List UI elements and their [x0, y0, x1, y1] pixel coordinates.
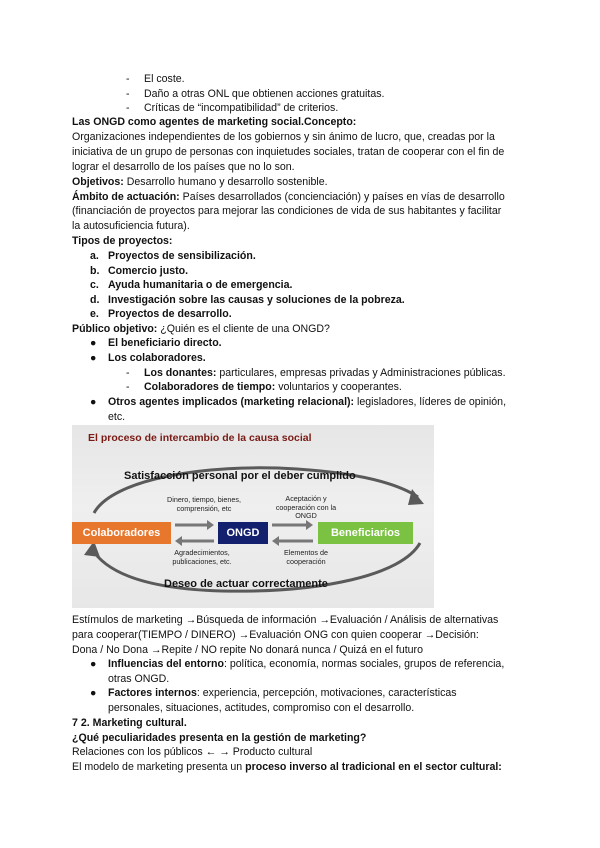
section-heading: 7 2. Marketing cultural.	[72, 717, 187, 729]
list-item: Proyectos de sensibilización.	[108, 250, 256, 262]
bullet-icon: ●	[90, 337, 97, 349]
list-item: El coste.	[144, 73, 185, 85]
exchange-process-figure	[72, 425, 434, 608]
bullet-icon: ●	[90, 352, 97, 364]
list-dash: -	[126, 102, 130, 114]
influencias-text: : política, economía, normas sociales, grupos de referencia,	[223, 658, 505, 670]
label-top-right: Aceptación y cooperación con la ONGD	[275, 494, 337, 521]
paragraph-line: lograr el desarrollo de los países que no lo son.	[72, 161, 295, 173]
question-heading: ¿Qué peculiaridades presenta en la gestión de marketing?	[72, 732, 367, 744]
bullet-icon: ●	[90, 396, 97, 408]
publico-text: ¿Quién es el cliente de una ONGD?	[157, 323, 330, 335]
ambito-line	[72, 190, 505, 205]
tipos-heading: Tipos de proyectos:	[72, 235, 173, 247]
list-item: Críticas de “incompatibilidad” de criterios.	[144, 102, 339, 114]
list-marker: d.	[90, 294, 100, 306]
list-dash: -	[126, 381, 130, 393]
list-item: El beneficiario directo.	[108, 337, 222, 349]
list-marker: c.	[90, 279, 99, 291]
paragraph-line: Relaciones con los públicos ← → Producto cultural	[72, 746, 313, 758]
list-item: Investigación sobre las causas y soluciones de la pobreza.	[108, 294, 405, 306]
list-item: Comercio justo.	[108, 265, 189, 277]
list-item: Proyectos de desarrollo.	[108, 308, 232, 320]
otros-line	[108, 395, 506, 410]
tiempo-label: Colaboradores de tiempo:	[144, 381, 276, 393]
factores-line	[108, 686, 457, 701]
paragraph-line: Dona / No Dona →Repite / NO repite No donará nunca / Quizá en el futuro	[72, 644, 423, 656]
modelo-line	[72, 760, 502, 775]
objetivos-text: Desarrollo humano y desarrollo sostenible.	[123, 176, 328, 188]
label-top-left: Dinero, tiempo, bienes, comprensión, etc	[167, 495, 241, 513]
colaboradores-box: Colaboradores	[72, 522, 171, 544]
list-item: Los colaboradores.	[108, 352, 206, 364]
section-heading: Las ONGD como agentes de marketing social.Concepto:	[72, 116, 357, 128]
list-marker: b.	[90, 265, 100, 277]
publico-label: Público objetivo:	[72, 323, 158, 335]
donantes-label: Los donantes:	[144, 367, 217, 379]
modelo-text: El modelo de marketing presenta un	[72, 761, 246, 773]
list-marker: e.	[90, 308, 99, 320]
donantes-line	[144, 366, 506, 381]
influencias-label: Influencias del entorno	[108, 658, 224, 670]
paragraph-line: para cooperar(TIEMPO / DINERO) →Evaluación ONG con quien cooperar →Decisión:	[72, 629, 479, 641]
otros-label: Otros agentes implicados (marketing relacional):	[108, 396, 355, 408]
publico-line	[72, 322, 330, 337]
list-marker: a.	[90, 250, 99, 262]
paragraph-line: (financiación de proyectos para mejorar las condiciones de vida de sus habitantes y facilitar	[72, 205, 502, 217]
objetivos-line	[72, 175, 328, 190]
bottom-arc-label: Deseo de actuar correctamente	[164, 578, 328, 590]
list-item: Ayuda humanitaria o de emergencia.	[108, 279, 293, 291]
factores-text: : experiencia, percepción, motivaciones, características	[196, 687, 457, 699]
beneficiarios-box: Beneficiarios	[318, 522, 413, 544]
label-bottom-right: Elementos de cooperación	[284, 548, 328, 566]
ambito-text: Países desarrollados (concienciación) y países en vías de desarrollo	[179, 191, 505, 203]
influencias-line	[108, 657, 504, 672]
label-bottom-left: Agradecimientos, publicaciones, etc.	[172, 548, 232, 566]
paragraph-line: otras ONGD.	[108, 673, 170, 685]
paragraph-line: personales, situaciones, actitudes, compromiso con el desarrollo.	[108, 702, 415, 714]
ambito-label: Ámbito de actuación:	[72, 191, 180, 203]
factores-label: Factores internos	[108, 687, 197, 699]
paragraph-line: Estímulos de marketing →Búsqueda de información →Evaluación / Análisis de alternativas	[72, 614, 499, 626]
tiempo-line	[144, 380, 402, 395]
donantes-text: particulares, empresas privadas y Administraciones públicas.	[216, 367, 506, 379]
figure-title: El proceso de intercambio de la causa social	[88, 432, 312, 444]
bullet-icon: ●	[90, 658, 97, 670]
bullet-icon: ●	[90, 687, 97, 699]
ongd-box: ONGD	[218, 522, 268, 544]
otros-text: legisladores, líderes de opinión,	[354, 396, 507, 408]
top-arc-label: Satisfacción personal por el deber cumplido	[124, 470, 356, 482]
paragraph-line: la autosuficiencia futura).	[72, 220, 190, 232]
list-dash: -	[126, 73, 130, 85]
paragraph-line: etc.	[108, 411, 126, 423]
paragraph-line: Organizaciones independientes de los gobiernos y sin ánimo de lucro, que, creadas por la	[72, 131, 495, 143]
modelo-bold: proceso inverso al tradicional en el sector cultural:	[245, 761, 502, 773]
list-dash: -	[126, 367, 130, 379]
objetivos-label: Objetivos:	[72, 176, 124, 188]
list-dash: -	[126, 88, 130, 100]
paragraph-line: iniciativa de un grupo de personas con inquietudes sociales, tratan de cooperar con el fin de	[72, 146, 505, 158]
tiempo-text: voluntarios y cooperantes.	[275, 381, 402, 393]
list-item: Daño a otras ONL que obtienen acciones gratuitas.	[144, 88, 385, 100]
